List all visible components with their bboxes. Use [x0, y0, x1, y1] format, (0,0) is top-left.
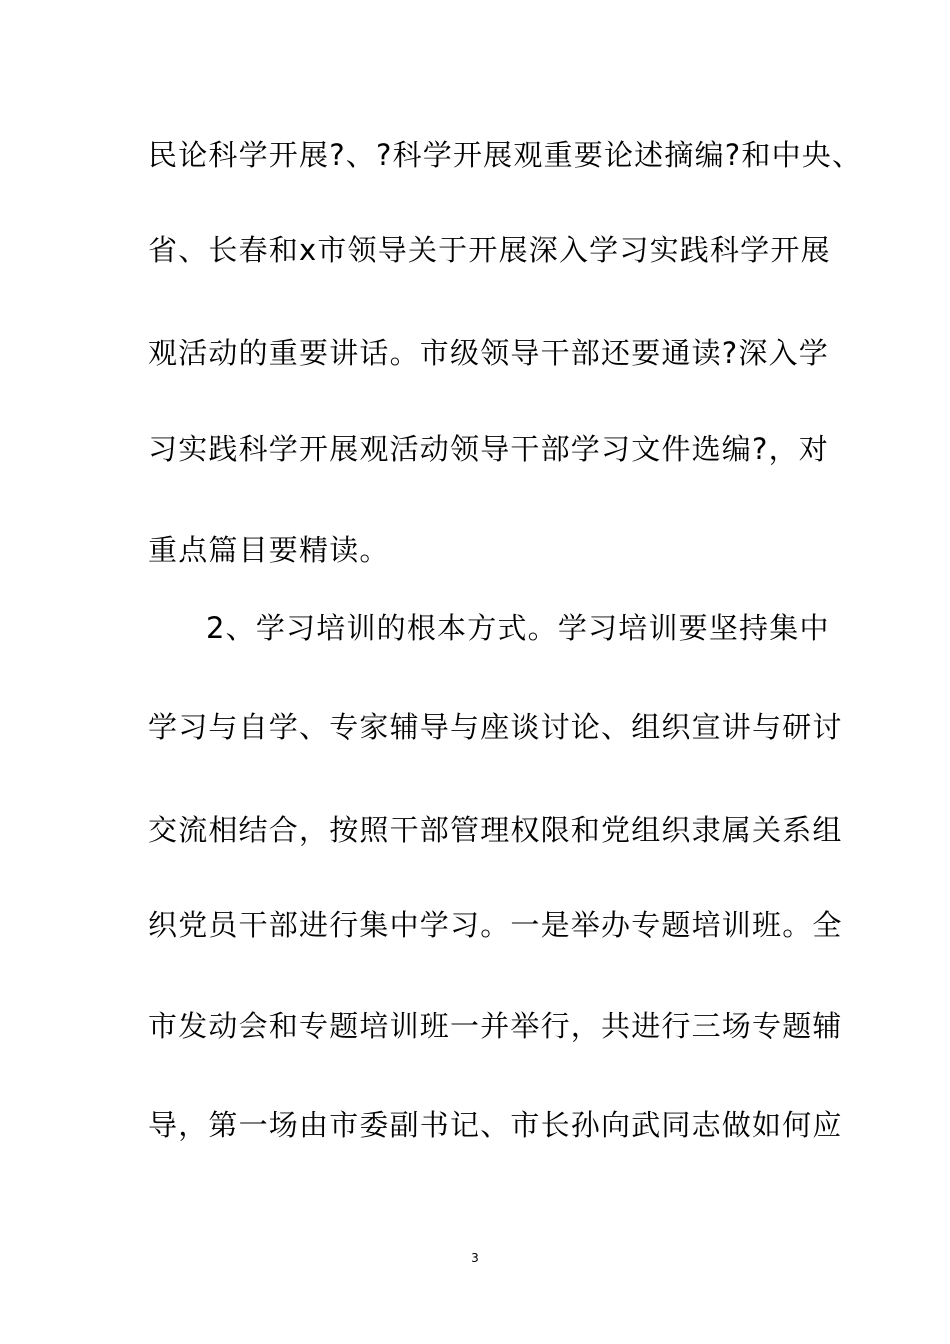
text-line: 导，第一场由市委副书记、市长孙向武同志做如何应 [148, 1108, 843, 1142]
text-line: 学习与自学、专家辅导与座谈讨论、组织宣讲与研讨 [148, 710, 843, 744]
text-line: 民论科学开展?、?科学开展观重要论述摘编?和中央、 [148, 138, 863, 172]
text-line: 省、长春和x市领导关于开展深入学习实践科学开展 [148, 233, 831, 267]
text-line: 市发动会和专题培训班一并举行，共进行三场专题辅 [148, 1009, 843, 1043]
text-line: 习实践科学开展观活动领导干部学习文件选编?，对 [148, 432, 829, 466]
text-line: 重点篇目要精读。 [148, 533, 390, 567]
text-line: 织党员干部进行集中学习。一是举办专题培训班。全 [148, 908, 843, 942]
text-line: 交流相结合，按照干部管理权限和党组织隶属关系组 [148, 813, 843, 847]
text-line: 观活动的重要讲话。市级领导干部还要通读?深入学 [148, 336, 829, 370]
page-number: 3 [471, 1251, 479, 1265]
paragraph-start-line: 2、学习培训的根本方式。学习培训要坚持集中 [206, 611, 830, 645]
